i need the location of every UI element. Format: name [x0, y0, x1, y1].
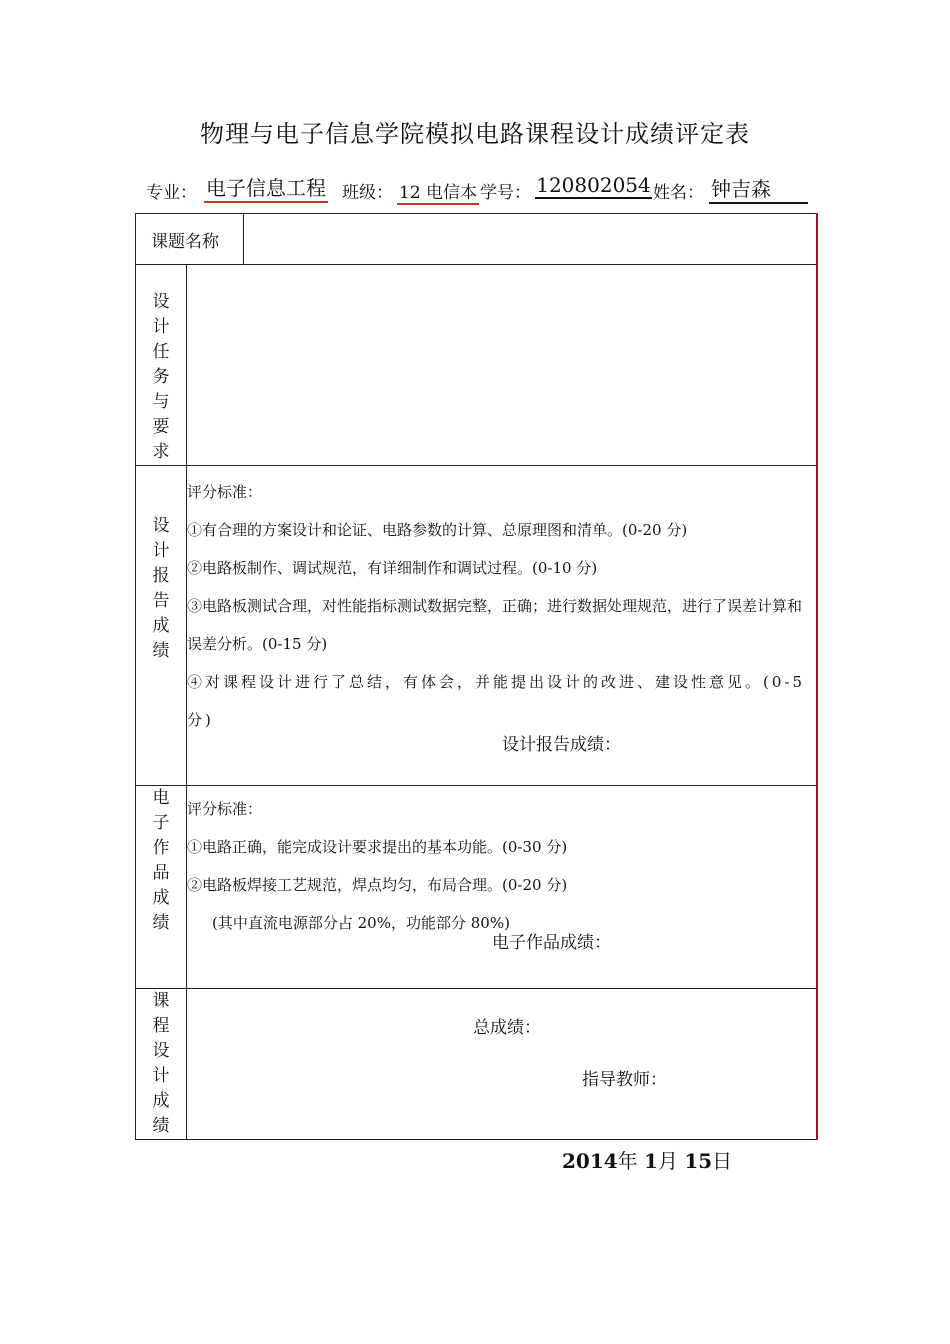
report-score-label: 设计报告成绩： [502, 735, 621, 755]
class-label: 班级： [342, 183, 393, 203]
topic-value[interactable] [244, 214, 818, 265]
evaluation-table [135, 213, 818, 1140]
page-title: 物理与电子信息学院模拟电路课程设计成绩评定表 [200, 120, 750, 148]
student-info [146, 172, 826, 206]
total-content [187, 989, 818, 1140]
task-label: 设计任务与要求 [136, 265, 187, 466]
report-criterion-1: ①有合理的方案设计和论证、电路参数的计算、总原理图和清单。(0-20 分) [187, 521, 688, 539]
work-row [136, 786, 818, 989]
report-label: 设计报告成绩 [136, 466, 187, 786]
work-criterion-2: ②电路板焊接工艺规范，焊点均匀，布局合理。(0-20 分) [187, 876, 568, 894]
report-row [136, 466, 818, 786]
report-content [187, 466, 818, 786]
report-criterion-4: ④对课程设计进行了总结，有体会，并能提出设计的改进、建设性意见。(0-5 分) [187, 673, 806, 729]
class-value: 12 电信本 [397, 178, 479, 205]
work-label: 电子作品成绩 [136, 786, 187, 989]
work-score-label: 电子作品成绩： [492, 933, 611, 953]
teacher-label: 指导教师： [582, 1070, 667, 1090]
task-row [136, 265, 818, 466]
task-content[interactable] [187, 265, 818, 466]
work-criterion-3: (其中直流电源部分占 20%，功能部分 80%) [212, 914, 510, 932]
work-criterion-1: ①电路正确，能完成设计要求提出的基本功能。(0-30 分) [187, 838, 568, 856]
name-label: 姓名： [653, 183, 704, 203]
work-criteria-title: 评分标准： [187, 800, 263, 818]
major-value: 电子信息工程 [204, 172, 328, 203]
report-criterion-2: ②电路板制作、调试规范，有详细制作和调试过程。(0-10 分) [187, 559, 598, 577]
total-label: 课程设计成绩 [136, 989, 187, 1140]
total-row [136, 989, 818, 1140]
work-content [187, 786, 818, 989]
major-label: 专业： [146, 183, 197, 203]
id-value: 120802054 [536, 173, 651, 197]
total-score-label: 总成绩： [473, 1018, 541, 1038]
name-value: 钟吉森 [709, 173, 808, 204]
date: 2014年 1月 15日 [562, 1149, 733, 1173]
report-criterion-3: ③电路板测试合理，对性能指标测试数据完整，正确；进行数据处理规范，进行了误差计算和误差分析。(0-15 分) [187, 597, 803, 653]
topic-label: 课题名称 [136, 214, 244, 265]
id-label: 学号： [480, 183, 531, 203]
report-criteria-title: 评分标准： [187, 483, 263, 501]
topic-row [136, 214, 818, 265]
